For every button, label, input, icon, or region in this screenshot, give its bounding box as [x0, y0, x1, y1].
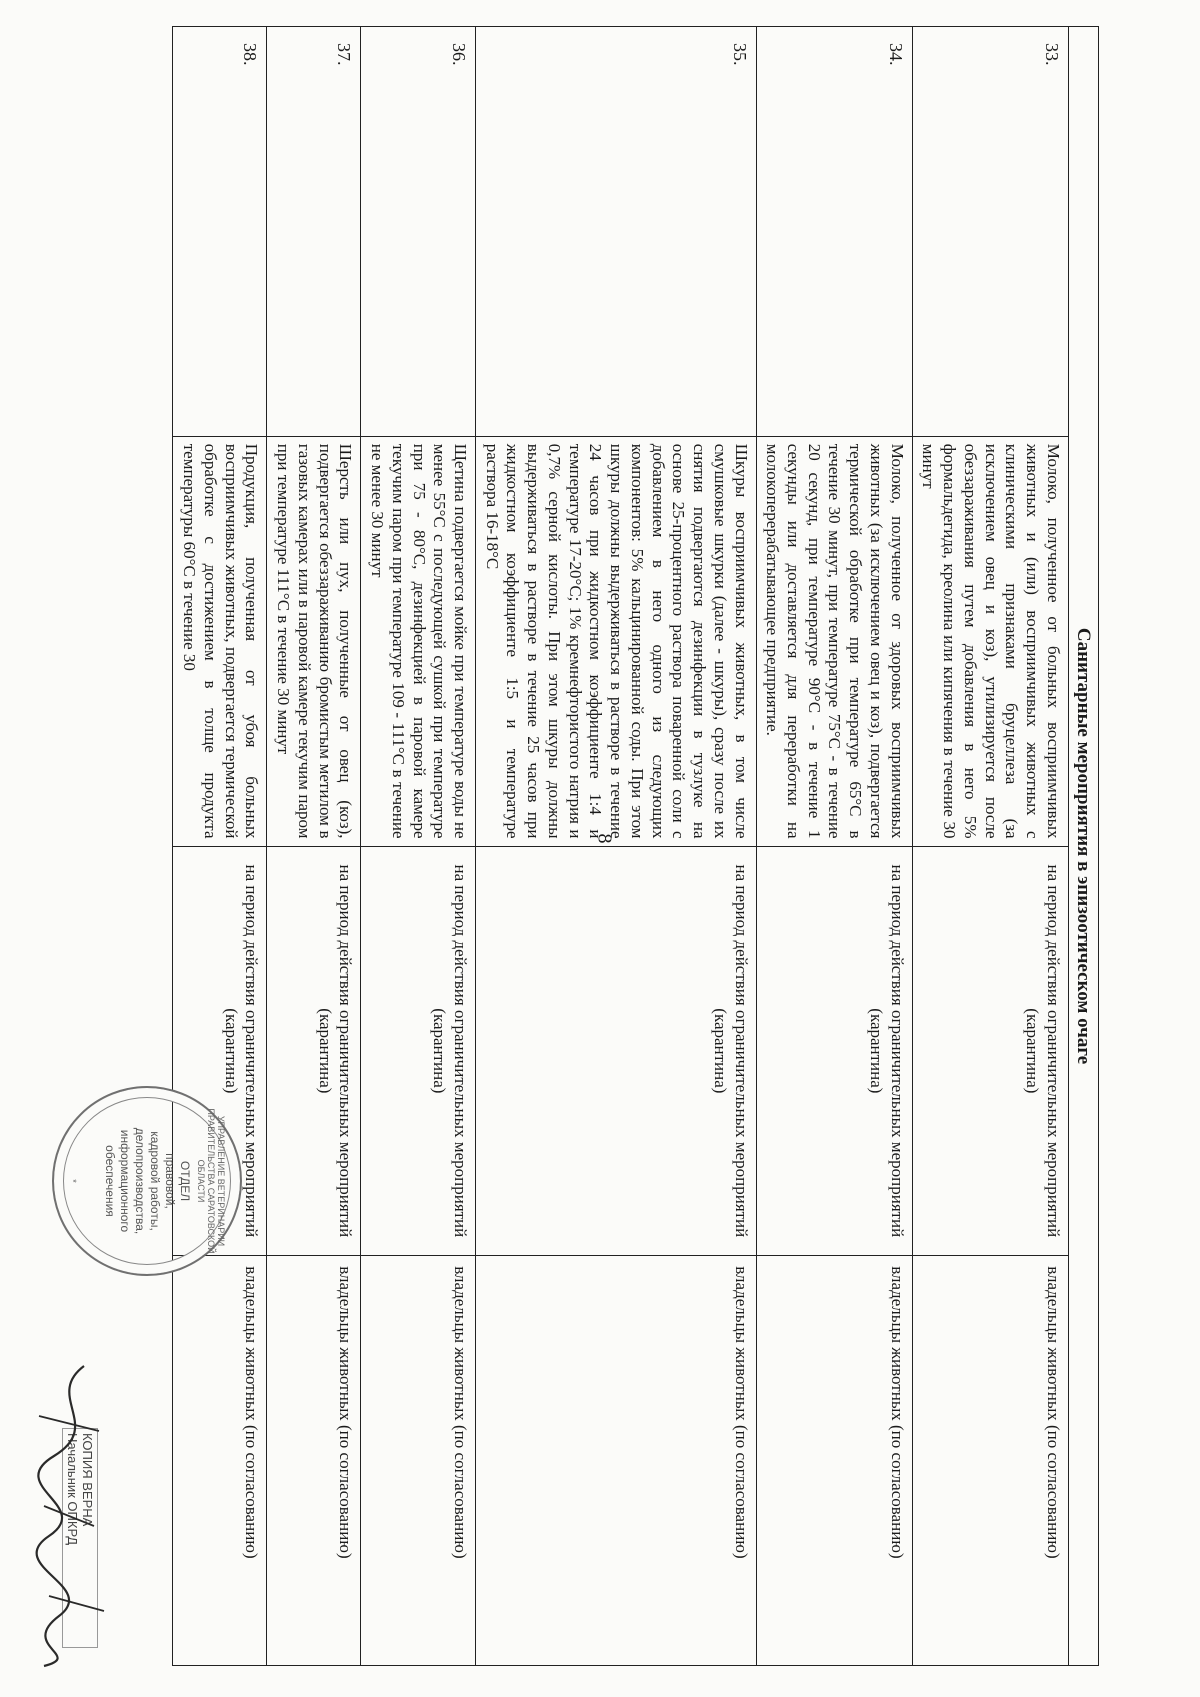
official-stamp [52, 1086, 242, 1276]
stamp-line: кадровой работы, [148, 1131, 162, 1231]
measure-text: Шкуры восприимчивых животных, в том числе смушковые шкурки (далее - шкуры), сразу после их снятия подвергаются дезинфекции в тузлуке на основе 25-процентного раствора поваренной соли с добавлением в него одного из следующих компонентов: 5% кальцинированной соды. При этом шкуры должны выдерживаться в растворе в течение 24 часов при жидкостном коэффициенте 1:4 и температуре 17-20°С; 1% кремнефтористого натрия и 0,7% серной кислоты. При этом шкуры должны выдерживаться в растворе в течение 25 часов при жидкостном коэффициенте 1:5 и температуре раствора 16-18°С [476, 436, 757, 846]
stamp-line: правовой, [163, 1153, 177, 1209]
measure-text: Шерсть или пух, полученные от овец (коз), подвергается обеззараживанию бромистым метилом в газовых камерах или в паровой камере текучим паром при температуре 111°С в течение 30 минут [267, 436, 361, 846]
row-number: 37. [267, 27, 361, 437]
section-title: Санитарные мероприятия в эпизоотическом очаге [1068, 27, 1098, 1666]
period-cell: на период действия ограничительных мероприятий (карантина) [476, 846, 757, 1256]
stamp-line: информационного [118, 1129, 132, 1233]
measure-text: Молоко, полученное от здоровых восприимчивых животных (за исключением овец и коз), подвергается термической обработке при температуре 65°С в течение 30 минут, при температуре 75°С - в течение 20 секунд, при температуре 90°С - в течение 1 секунды или доставляется для переработки на молокоперерабатывающее предприятие. [756, 436, 912, 846]
table-row [756, 27, 912, 1666]
table-row [361, 27, 476, 1666]
page-number: 8 [593, 833, 616, 844]
period-cell: на период действия ограничительных мероприятий (карантина) [361, 846, 476, 1256]
stamp-line: обеспечения [103, 1145, 117, 1217]
measure-text: Продукция, полученная от убоя больных восприимчивых животных, подвергается термической обработке с достижением в толще продукта температуры 60°С в течение 30 [173, 436, 267, 846]
stamp-center-text [102, 1128, 192, 1235]
position-name: Начальник ОПКРД [65, 1433, 80, 1546]
row-number: 38. [173, 27, 267, 437]
row-number: 36. [361, 27, 476, 437]
section-header-row [1068, 27, 1098, 1666]
responsible-cell: владельцы животных (по согласованию) [267, 1256, 361, 1666]
responsible-cell: владельцы животных (по согласованию) [361, 1256, 476, 1666]
measures-table [172, 26, 1099, 1666]
period-cell: на период действия ограничительных мероприятий (карантина) [173, 846, 267, 1256]
handwritten-signature [24, 1356, 114, 1676]
responsible-cell: владельцы животных (по согласованию) [476, 1256, 757, 1666]
table-row [476, 27, 757, 1666]
copy-mark: КОПИЯ ВЕРНА [80, 1433, 95, 1527]
responsible-cell: владельцы животных (по согласованию) [756, 1256, 912, 1666]
row-number: 34. [756, 27, 912, 437]
period-cell: на период действия ограничительных мероприятий (карантина) [912, 846, 1068, 1256]
table-row [267, 27, 361, 1666]
row-number: 33. [912, 27, 1068, 437]
responsible-cell: владельцы животных (по согласованию) [173, 1256, 267, 1666]
period-cell: на период действия ограничительных мероприятий (карантина) [267, 846, 361, 1256]
stamp-outer-text: УПРАВЛЕНИЕ ВЕТЕРИНАРИИ ПРАВИТЕЛЬСТВА САРАТОВСКОЙ ОБЛАСТИ [196, 1108, 226, 1254]
period-cell: на период действия ограничительных мероприятий (карантина) [756, 846, 912, 1256]
responsible-cell: владельцы животных (по согласованию) [912, 1256, 1068, 1666]
stamp-line: ОТДЕЛ [178, 1160, 192, 1202]
stamp-line: делопроизводства, [133, 1127, 147, 1235]
row-number: 35. [476, 27, 757, 437]
stamp-outer-text: * [68, 1179, 78, 1183]
measure-text: Щетина подвергается мойке при температуре воды не менее 55°С с последующей сушкой при температуре при 75 - 80°С, дезинфекцией в паровой камере текучим паром при температуре 109 - 111°С в течение не менее 30 минут [361, 436, 476, 846]
table-row [912, 27, 1068, 1666]
measure-text: Молоко, полученное от больных восприимчивых животных и (или) восприимчивых животных с клиническими признаками бруцеллеза (за исключением овец и коз), утилизируется после обеззараживания путем добавления в него 5% формальдегида, креолина или кипячения в течение 30 минут [912, 436, 1068, 846]
table-row [173, 27, 267, 1666]
